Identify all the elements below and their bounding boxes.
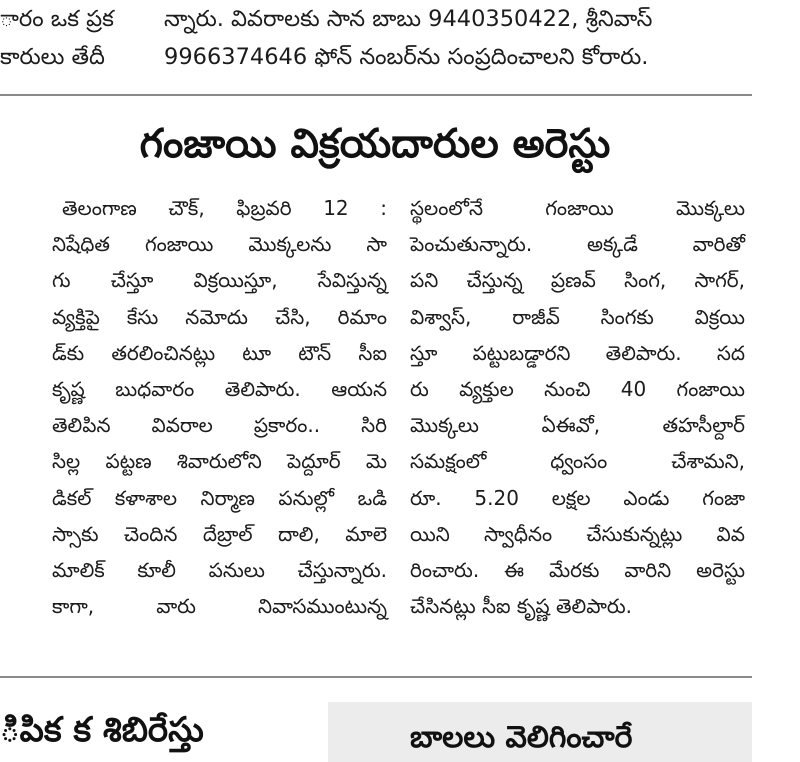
article-line: రూ. 5.20 లక్షల ఎండు గంజా bbox=[410, 485, 745, 510]
article-line: చేసినట్లు సీఐ కృష్ణ తెలిపారు. bbox=[410, 594, 632, 619]
article-headline: గంజాయి విక్రయదారుల అరెస్టు bbox=[139, 121, 611, 167]
article-line: నిషేధిత గంజాయి మొక్కలను సా bbox=[52, 232, 387, 257]
article-line: డ్‌కు తరలించినట్లు టూ టౌన్ సీఐ bbox=[52, 340, 387, 365]
article-line: సమక్షంలో ధ్వంసం చేశామని, bbox=[410, 449, 745, 474]
next-article-heading: ిపిక క శిబిరేస్తు bbox=[0, 710, 204, 750]
previous-article-left-line: ారం ఒక ప్రక bbox=[0, 6, 114, 32]
article-line: మాలిక్ కూలీ పనులు చేస్తున్నారు. bbox=[52, 557, 387, 582]
article-line: యిని స్వాధీనం చేసుకున్నట్లు వివ bbox=[410, 521, 745, 546]
previous-article-left-line: కారులు తేదీ bbox=[0, 44, 105, 70]
next-article-box-heading: బాలలు వెలిగించారే bbox=[410, 720, 633, 755]
article-line: మొక్కలు ఏఈవో, తహసీల్దార్ bbox=[410, 413, 745, 438]
article-line: సిల్ల పట్టణ శివారులోని పెద్దూర్ మె bbox=[52, 449, 387, 474]
previous-article-right-line: న్నారు. వివరాలకు సాన బాబు 9440350422, శ్రీనివాస్ bbox=[164, 6, 653, 32]
section-divider bbox=[0, 94, 752, 96]
article-line: కృష్ణ బుధవారం తెలిపారు. ఆయన bbox=[52, 376, 387, 401]
article-line: పని చేస్తున్న ప్రణవ్ సింగ, సాగర్, bbox=[410, 268, 745, 293]
article-line: స్తూ పట్టుబడ్డారని తెలిపారు. సద bbox=[410, 340, 745, 365]
article-line: విశ్వాస్, రాజీవ్ సింగకు విక్రయి bbox=[410, 304, 745, 329]
article-line: రు వ్యక్తుల నుంచి 40 గంజాయి bbox=[410, 376, 745, 401]
article-line: డికల్ కళాశాల నిర్మాణ పనుల్లో ఒడి bbox=[52, 485, 387, 510]
article-line: తెలిపిన వివరాల ప్రకారం.. సిరి bbox=[52, 413, 387, 438]
article-left-column bbox=[52, 190, 387, 624]
article-line: కాగా, వారు నివాసముంటున్న bbox=[52, 594, 387, 619]
section-divider bbox=[0, 676, 752, 678]
article-line: వ్యక్తిపై కేసు నమోదు చేసి, రిమాం bbox=[52, 304, 387, 329]
article-right-column bbox=[410, 190, 745, 624]
article-line: రించారు. ఈ మేరకు వారిని అరెస్టు bbox=[410, 557, 745, 582]
article-line: పెంచుతున్నారు. అక్కడే వారితో bbox=[410, 232, 745, 257]
article-line: స్సాకు చెందిన దేబ్రాల్ దాలి, మాలె bbox=[52, 521, 387, 546]
previous-article-right-line: 9966374646 ఫోన్ నంబర్‌ను సంప్రదించాలని కోరారు. bbox=[164, 44, 649, 70]
next-article-box bbox=[328, 702, 752, 762]
article-line: స్థలంలోనే గంజాయి మొక్కలు bbox=[410, 196, 745, 220]
article-line: గు చేస్తూ విక్రయిస్తూ, సేవిస్తున్న bbox=[52, 268, 387, 293]
article-line: తెలంగాణ చౌక్, ఫిబ్రవరి 12 : bbox=[62, 196, 387, 220]
